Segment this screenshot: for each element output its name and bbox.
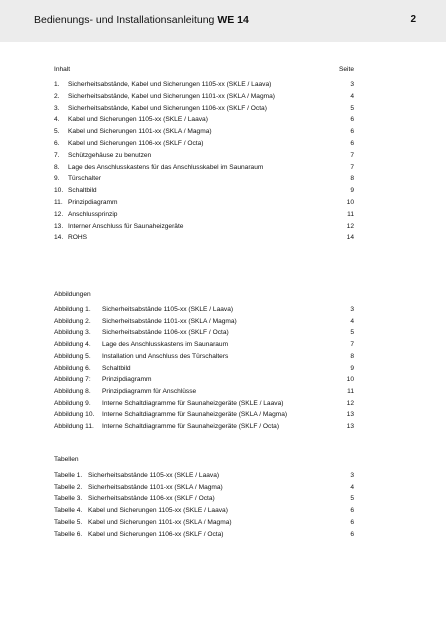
- figure-entry-number: Abbildung 11.: [54, 423, 94, 430]
- contents-entry-number: 3.: [54, 104, 60, 112]
- contents-entry-number: 2.: [54, 92, 60, 100]
- table-entry[interactable]: [54, 506, 354, 516]
- tables-heading: Tabellen: [54, 456, 79, 463]
- contents-entry-page: 6: [350, 140, 354, 147]
- contents-entry-title: Kabel und Sicherungen 1105-xx (SKLE / Laava): [68, 116, 208, 124]
- table-entry-number: Tabelle 5.: [54, 518, 83, 526]
- table-entry-number: Tabelle 4.: [54, 507, 83, 515]
- table-entry-page: 6: [350, 530, 354, 538]
- contents-entry[interactable]: [54, 127, 354, 137]
- contents-entry[interactable]: [54, 92, 354, 102]
- contents-entry-title: Anschlussprinzip: [68, 210, 118, 218]
- contents-entry[interactable]: [54, 80, 354, 90]
- contents-entry-number: 8.: [54, 163, 60, 171]
- contents-entry-page: 8: [350, 175, 354, 183]
- contents-entry-page: 10: [346, 199, 354, 206]
- figure-entry-number: Abbildung 5.: [54, 352, 91, 360]
- figure-entry-title: Interne Schaltdiagramme für Saunaheizgeräte (SKLE / Laava): [102, 399, 284, 407]
- title-model: WE 14: [217, 14, 249, 26]
- contents-entry[interactable]: [54, 198, 354, 208]
- contents-entry[interactable]: [54, 151, 354, 161]
- figure-entry[interactable]: [54, 422, 354, 432]
- table-entry[interactable]: [54, 518, 354, 528]
- contents-entry-title: Prinzipdiagramm: [68, 199, 118, 206]
- table-entry-page: 4: [350, 483, 354, 491]
- contents-entry-title: Schützgehäuse zu benutzen: [68, 151, 152, 159]
- title-text: Bedienungs- und Installationsanleitung: [34, 14, 215, 26]
- figure-entry[interactable]: [54, 317, 354, 327]
- contents-entry-page: 6: [350, 116, 354, 124]
- figure-entry-page: 3: [350, 306, 354, 313]
- figure-entry[interactable]: [54, 410, 354, 420]
- figure-entry-page: 13: [346, 423, 354, 430]
- table-entry-number: Tabelle 3.: [54, 495, 83, 503]
- table-entry-title: Sicherheitsabstände 1101-xx (SKLA / Magma): [88, 483, 223, 491]
- figure-entry-title: Interne Schaltdiagramme für Saunaheizgeräte (SKLA / Magma): [102, 411, 288, 419]
- contents-entry-title: Schaltbild: [68, 187, 97, 195]
- contents-entry-page: 3: [350, 81, 354, 88]
- contents-entry-number: 12.: [54, 210, 64, 218]
- contents-entry-page: 11: [347, 210, 354, 218]
- figure-entry-number: Abbildung 10.: [54, 411, 95, 419]
- contents-heading: Inhalt: [54, 66, 71, 73]
- figure-entry-number: Abbildung 4.: [54, 341, 91, 349]
- contents-entry[interactable]: [54, 163, 354, 173]
- figure-entry[interactable]: [54, 399, 354, 409]
- contents-entry[interactable]: [54, 233, 354, 243]
- contents-entry[interactable]: [54, 186, 354, 196]
- figure-entry-number: Abbildung 6.: [54, 364, 91, 372]
- figure-entry-title: Prinzipdiagramm: [102, 376, 152, 384]
- contents-entry-page: 7: [350, 151, 354, 159]
- page-column-label: Seite: [338, 66, 354, 73]
- contents-entry-number: 4.: [54, 116, 60, 124]
- figure-entry-title: Installation und Anschluss des Türschalters: [102, 352, 229, 360]
- figure-entry-page: 5: [350, 329, 354, 337]
- figure-entry-number: Abbildung 1.: [54, 306, 91, 313]
- figure-entry-page: 9: [350, 364, 354, 372]
- contents-entry-page: 7: [350, 163, 354, 171]
- contents-entry-number: 14.: [54, 234, 64, 242]
- contents-entry-number: 13.: [54, 222, 64, 230]
- contents-entry-title: Sicherheitsabstände, Kabel und Sicherungen 1106-xx (SKLF / Octa): [68, 104, 267, 112]
- table-entry-title: Kabel und Sicherungen 1105-xx (SKLE / Laava): [88, 507, 228, 515]
- figure-entry[interactable]: [54, 375, 354, 385]
- figure-entry-page: 7: [350, 341, 354, 349]
- table-entry-page: 6: [350, 518, 354, 526]
- contents-entry[interactable]: [54, 174, 354, 184]
- contents-entry[interactable]: [54, 210, 354, 220]
- contents-entry-title: Türschalter: [68, 175, 101, 183]
- figure-entry[interactable]: [54, 328, 354, 338]
- table-entry-page: 3: [350, 472, 354, 479]
- figure-entry[interactable]: [54, 352, 354, 362]
- figure-entry-title: Prinzipdiagramm für Anschlüsse: [102, 387, 197, 395]
- table-entry-number: Tabelle 2.: [54, 483, 83, 491]
- figure-entry[interactable]: [54, 305, 354, 315]
- figure-entry-page: 8: [350, 352, 354, 360]
- figures-heading: Abbildungen: [54, 291, 91, 298]
- page-number: 2: [410, 14, 416, 25]
- table-entry-title: Sicherheitsabstände 1105-xx (SKLE / Laava): [88, 472, 220, 479]
- contents-entry-page: 14: [346, 234, 354, 242]
- table-entry[interactable]: [54, 471, 354, 481]
- contents-entry[interactable]: [54, 222, 354, 232]
- table-entry-page: 6: [350, 507, 354, 515]
- figure-entry-title: Interne Schaltdiagramme für Saunaheizgeräte (SKLF / Octa): [102, 423, 280, 430]
- table-entry[interactable]: [54, 530, 354, 540]
- figure-entry-title: Sicherheitsabstände 1101-xx (SKLA / Magma): [102, 317, 237, 325]
- figure-entry-title: Sicherheitsabstände 1105-xx (SKLE / Laava): [102, 306, 234, 313]
- contents-entry[interactable]: [54, 139, 354, 149]
- table-entry-title: Sicherheitsabstände 1106-xx (SKLF / Octa): [88, 495, 215, 503]
- figure-entry-page: 13: [346, 411, 354, 419]
- contents-entry-page: 4: [350, 92, 354, 100]
- contents-entry-page: 5: [350, 104, 354, 112]
- table-entry[interactable]: [54, 494, 354, 504]
- contents-entry-title: ROHS: [68, 234, 88, 242]
- contents-entry-page: 12: [346, 222, 354, 230]
- figure-entry[interactable]: [54, 387, 354, 397]
- contents-entry-number: 7.: [54, 151, 60, 159]
- figure-entry-page: 4: [350, 317, 354, 325]
- contents-entry-number: 1.: [54, 81, 60, 88]
- table-entry[interactable]: [54, 483, 354, 493]
- table-entry-number: Tabelle 6.: [54, 530, 83, 538]
- figure-entry-page: 12: [346, 399, 354, 407]
- figure-entry-number: Abbildung 8.: [54, 387, 91, 395]
- contents-entry-title: Kabel und Sicherungen 1101-xx (SKLA / Magma): [68, 128, 212, 136]
- figure-entry-page: 11: [347, 387, 354, 395]
- table-entry-number: Tabelle 1.: [54, 472, 83, 479]
- contents-entry[interactable]: [54, 115, 354, 125]
- contents-entry-title: Sicherheitsabstände, Kabel und Sicherungen 1101-xx (SKLA / Magma): [68, 92, 275, 100]
- figure-entry-page: 10: [346, 376, 354, 384]
- figure-entry-number: Abbildung 2.: [54, 317, 91, 325]
- contents-entry-number: 10.: [54, 187, 64, 195]
- figure-entry-title: Schaltbild: [102, 364, 131, 372]
- contents-entry-title: Kabel und Sicherungen 1106-xx (SKLF / Octa): [68, 140, 204, 147]
- contents-entry-title: Sicherheitsabstände, Kabel und Sicherungen 1105-xx (SKLE / Laava): [68, 81, 272, 88]
- contents-entry-page: 9: [350, 187, 354, 195]
- figure-entry[interactable]: [54, 364, 354, 374]
- table-entry-title: Kabel und Sicherungen 1101-xx (SKLA / Magma): [88, 518, 232, 526]
- figure-entry-number: Abbildung 9.: [54, 399, 91, 407]
- figure-entry-number: Abbildung 7:: [54, 376, 91, 384]
- contents-entry-title: Interner Anschluss für Saunaheizgeräte: [68, 222, 184, 230]
- figure-entry[interactable]: [54, 340, 354, 350]
- figure-entry-title: Sicherheitsabstände 1106-xx (SKLF / Octa): [102, 329, 229, 337]
- contents-entry-title: Lage des Anschlusskastens für das Anschlusskabel im Saunaraum: [68, 163, 264, 171]
- figure-entry-number: Abbildung 3.: [54, 329, 91, 337]
- contents-entry-number: 11.: [54, 199, 63, 206]
- contents-entry-number: 6.: [54, 140, 60, 147]
- page-header: [0, 0, 446, 42]
- table-entry-title: Kabel und Sicherungen 1106-xx (SKLF / Octa): [88, 530, 224, 538]
- document-title: [34, 14, 249, 26]
- contents-entry-number: 5.: [54, 128, 60, 136]
- table-entry-page: 5: [350, 495, 354, 503]
- contents-entry-page: 6: [350, 128, 354, 136]
- contents-entry-number: 9.: [54, 175, 60, 183]
- figure-entry-title: Lage des Anschlusskastens im Saunaraum: [102, 341, 229, 349]
- contents-entry[interactable]: [54, 104, 354, 114]
